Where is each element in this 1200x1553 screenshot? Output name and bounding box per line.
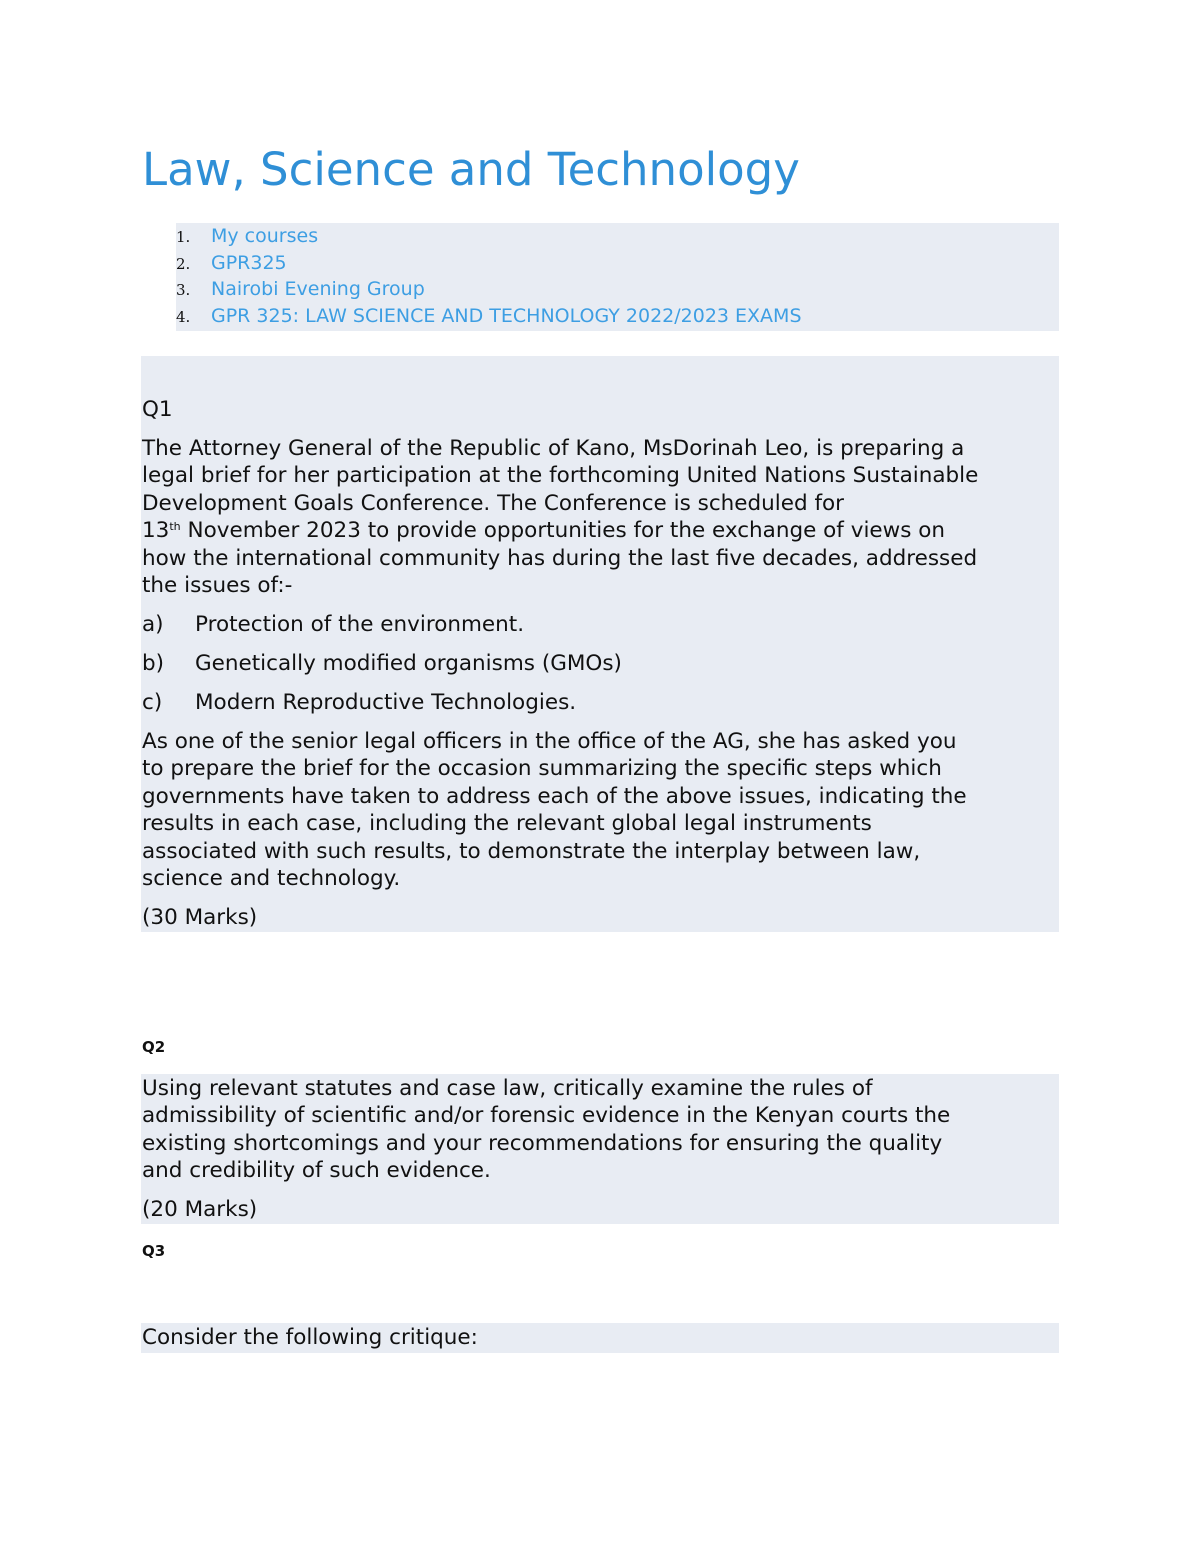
breadcrumb-link-course[interactable]: GPR325 (211, 251, 287, 274)
text-line-date (142, 517, 1060, 544)
list-marker: c) (142, 690, 163, 715)
text-line: the issues of:- (142, 572, 293, 598)
question-1-paragraph (142, 435, 1060, 599)
text-line: admissibility of scientific and/or forensic evidence in the Kenyan courts the (142, 1103, 951, 1129)
text-line: governments have taken to address each of the above issues, indicating the (142, 783, 967, 809)
list-text: Modern Reproductive Technologies. (195, 690, 577, 715)
question-2-marks: (20 Marks) (142, 1197, 258, 1222)
date-suffix: th (169, 520, 181, 534)
breadcrumb-item-my-courses (176, 223, 1059, 250)
question-1-label: Q1 (142, 397, 173, 422)
breadcrumb-number: 3. (176, 281, 191, 299)
breadcrumb-number: 2. (176, 254, 191, 273)
text-line: legal brief for her participation at the forthcoming United Nations Sustainable (142, 463, 979, 489)
question-3-label: Q3 (142, 1242, 166, 1260)
text-line: existing shortcomings and your recommendations for ensuring the quality (142, 1130, 943, 1156)
breadcrumb-link-exam[interactable]: GPR 325: LAW SCIENCE AND TECHNOLOGY 2022/2023 EXAMS (211, 304, 802, 327)
text-line: and credibility of such evidence. (142, 1158, 491, 1184)
question-2-paragraph (142, 1075, 1060, 1185)
text-line: to prepare the brief for the occasion summarizing the specific steps which (142, 756, 942, 782)
date-line-text: November 2023 to provide opportunities for the exchange of views on (187, 518, 946, 544)
question-3-paragraph: Consider the following critique: (142, 1325, 478, 1350)
breadcrumb-link-group[interactable]: Nairobi Evening Group (211, 278, 425, 300)
list-text: Protection of the environment. (195, 612, 525, 637)
breadcrumb-item-group (176, 276, 1059, 303)
list-text: Genetically modified organisms (GMOs) (195, 651, 622, 676)
list-item (142, 689, 576, 717)
text-line: associated with such results, to demonstrate the interplay between law, (142, 838, 921, 864)
breadcrumb-link-my-courses[interactable]: My courses (211, 225, 319, 247)
text-line: As one of the senior legal officers in the office of the AG, she has asked you (142, 729, 957, 754)
list-marker: b) (142, 651, 165, 676)
question-1-instructions (142, 728, 1060, 892)
date-day: 13 (142, 518, 170, 544)
question-1-marks: (30 Marks) (142, 905, 258, 930)
list-item (142, 611, 524, 639)
breadcrumb-item-course (176, 250, 1059, 277)
text-line: Development Goals Conference. The Conference is scheduled for (142, 490, 845, 516)
text-line: results in each case, including the relevant global legal instruments (142, 811, 872, 837)
text-line: Using relevant statutes and case law, critically examine the rules of (142, 1076, 873, 1101)
breadcrumb-number: 4. (176, 307, 191, 326)
list-item (142, 650, 622, 678)
text-line: science and technology. (142, 865, 401, 891)
text-line: how the international community has during the last five decades, addressed (142, 545, 978, 571)
list-marker: a) (142, 612, 164, 637)
question-2-label: Q2 (142, 1038, 166, 1056)
breadcrumb-item-exam (176, 303, 1059, 330)
breadcrumb (176, 223, 1059, 331)
page-title: Law, Science and Technology (142, 143, 800, 196)
breadcrumb-number: 1. (176, 228, 191, 246)
text-line: The Attorney General of the Republic of Kano, MsDorinah Leo, is preparing a (142, 436, 965, 461)
